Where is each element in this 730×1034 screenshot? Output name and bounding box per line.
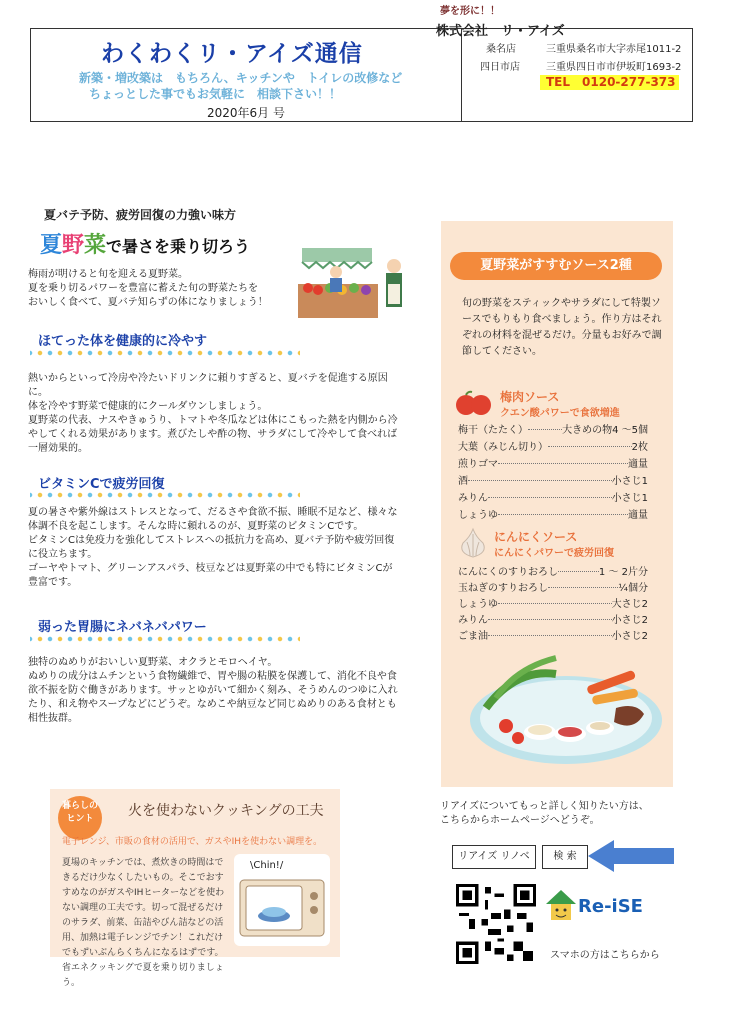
sauce-panel-intro: 旬の野菜をスティックやサラダにして特製ソースでもりもり食べましょう。作り方はそれぞれの材料を混ぜるだけ。分量もお好みで調節してください。 (462, 298, 662, 357)
article-title (40, 228, 250, 259)
subtitle-line2: ちょっとした事でもお気軽に 相談下さい！！ (89, 87, 342, 101)
sauce1-item: 煎りゴマ 適量 (458, 455, 648, 470)
sauce2-item: みりん 小さじ2 (458, 611, 648, 626)
tip-title: 火を使わないクッキングの工夫 (128, 803, 324, 819)
sauce1-subtitle: クエン酸パワーで食欲増進 (500, 408, 620, 419)
phone-number[interactable]: TEL 0120-277-373 (540, 75, 679, 90)
sauce2-item: しょうゆ 大さじ2 (458, 595, 648, 610)
section2-body: 夏の暑さや紫外線はストレスとなって、だるさや食欲不振、睡眠不足など、様々な体調不良を起こします。そんな時に頼れるのが、夏野菜のビタミンCです。 ビタミンCは免疫力を強化してストレスへの抵抗力を高め、夏バテ予防や疲労回復に役立ちます。 ゴーヤやトマト、グリーンアスパラ、枝豆などは夏野菜の中でも特にビタミンCが豊富です。 (28, 507, 398, 588)
sauce1-item: しょうゆ 適量 (458, 506, 648, 521)
header-left (31, 29, 462, 121)
section3-divider (30, 636, 300, 642)
microwave-illustration (234, 854, 330, 946)
article-intro: 梅雨が明けると旬を迎える夏野菜。 夏を乗り切るパワーを豊富に蓄えた旬の野菜たちを おいしく食べて、夏バテ知らずの体になりましょう！ (28, 269, 268, 308)
section3-body: 独特のぬめりがおいしい夏野菜、オクラとモロヘイヤ。 ぬめりの成分はムチンという食物繊維で、胃や腸の粘膜を保護して、消化不良や食欲不振を防ぐ働きがあります。サッとゆがいて細かく刻み、そうめんのつゆに入れたり、和え物やスープなどにどうぞ。なめこや納豆など同じぬめりのある食材とも相性抜群。 (28, 657, 398, 724)
sauce-panel-title: 夏野菜がすすむソース2種 (450, 252, 662, 280)
title-char-1: 夏 (40, 233, 63, 258)
sauce2-item: 玉ねぎのすりおろし ¼個分 (458, 579, 648, 594)
section1-heading: ほてった体を健康的に冷やす (38, 334, 208, 349)
qr-code-icon[interactable] (456, 884, 536, 964)
section3-heading: 弱った胃腸にネバネバパワー (38, 620, 207, 635)
issue-date: 2020年6月 号 (207, 106, 285, 120)
tip-badge: 暮らしの ヒント (58, 796, 102, 840)
vegetable-platter-illustration (466, 648, 666, 766)
sauce2-title: にんにくソース (494, 530, 578, 544)
section1-body: 熱いからといって冷房や冷たいドリンクに頼りすぎると、夏バテを促進する原因に。 体を冷やす野菜で健康的にクールダウンしましょう。 夏野菜の代表、ナスやきゅうり、トマトや冬瓜などは体にこもった熱を内側から冷やしてくれる効果があります。煮びたしや酢の物、サラダにして冷やして食べれば一層効果的。 (28, 373, 398, 454)
branch2-address: 三重県四日市市伊坂町1693-2 (546, 62, 682, 73)
branch1-name: 桑名店 (486, 44, 516, 55)
logo-text: Re-iSE (578, 896, 643, 917)
tip-body: 夏場のキッチンでは、煮炊きの時間はできるだけ少なくしたいもの。そこでおすすめなのがガスやIHヒーターなどを使わない調理の工夫です。切って混ぜるだけのサラダ、前菜、缶詰やびん詰などの活用、加熱は電子レンジでチン！これだけでもずいぶんらくちんになるはずです。省エネクッキングで夏を乗り切りましょう。 (62, 858, 225, 988)
sauce1-title: 梅肉ソース (500, 390, 560, 404)
title-char-3: 菜 (84, 233, 107, 258)
microwave-icon (238, 876, 326, 940)
sauce1-item: 酒 小さじ1 (458, 472, 648, 487)
branch2-name: 四日市店 (480, 62, 520, 73)
sauce2-item: ごま油 小さじ2 (458, 627, 648, 642)
company-name: 株式会社 リ・アイズ (436, 24, 565, 39)
article-lead: 夏バテ予防、疲労回復の力強い味方 (44, 208, 237, 222)
website-note: リアイズについてもっと詳しく知りたい方は、 こちらからホームページへどうぞ。 (440, 801, 649, 826)
newsletter-title: わくわくリ・アイズ通信 (101, 41, 363, 67)
sauce1-item: 大葉（みじん切り） 2枚 (458, 438, 648, 453)
section2-heading: ビタミンCで疲労回復 (38, 477, 165, 492)
chin-text: \Chin!/ (250, 860, 284, 871)
smartphone-note: スマホの方はこちらから (550, 950, 660, 961)
house-logo-icon (546, 888, 576, 922)
sauce1-item: 梅干（たたく） 大きめの物4 ～5個 (458, 421, 648, 436)
subtitle-line1: 新築・増改築は もちろん、キッチンや トイレの改修など (79, 71, 403, 85)
garlic-icon (456, 526, 490, 560)
slogan: 夢を形に！！ (440, 6, 500, 17)
section2-divider (30, 492, 300, 498)
section1-divider (30, 350, 300, 356)
title-char-2: 野 (62, 233, 85, 258)
search-button[interactable]: 検 索 (542, 845, 588, 869)
arrow-left-icon (588, 840, 676, 872)
sauce2-subtitle: にんにくパワーで疲労回復 (494, 548, 614, 559)
sauce2-item: にんにくのすりおろし 1 ～ 2片分 (458, 563, 648, 578)
tip-subtitle: 電子レンジ、市販の食材の活用で、ガスやIHを使わない調理を。 (62, 837, 323, 847)
sauce1-item: みりん 小さじ1 (458, 489, 648, 504)
title-rest: で暑さを乗り切ろう (106, 237, 251, 256)
umeboshi-icon (454, 390, 494, 418)
branch1-address: 三重県桑名市大字赤尾1011-2 (546, 44, 682, 55)
market-illustration (296, 244, 414, 320)
reise-logo[interactable] (546, 888, 650, 924)
search-input[interactable]: リアイズ リノベ (452, 845, 536, 869)
